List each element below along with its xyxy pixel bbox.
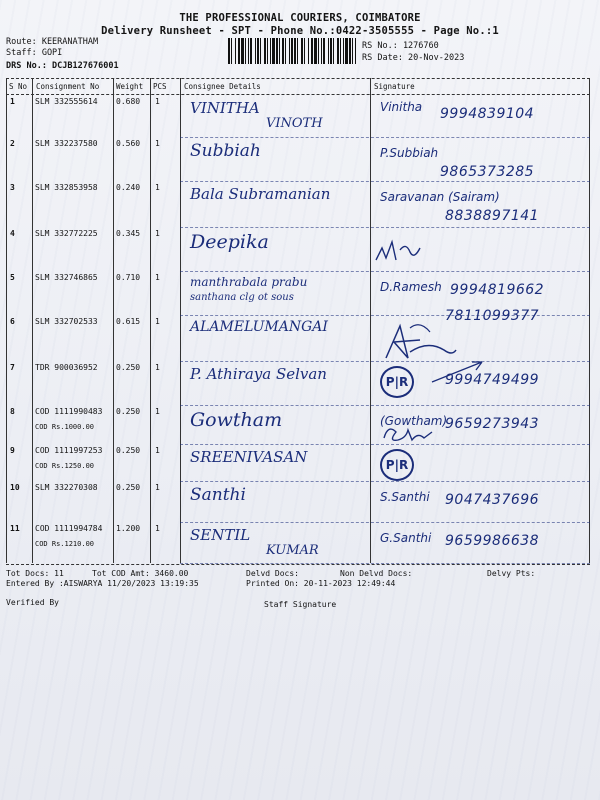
row-consignment-no: COD 1111990483 bbox=[35, 407, 103, 416]
barcode-bar bbox=[260, 38, 261, 64]
staff-label: Staff: GOPI bbox=[6, 48, 63, 58]
column-divider bbox=[150, 78, 151, 563]
column-header-weight: Weight bbox=[116, 82, 144, 91]
row-consignee-name: ALAMELUMANGAI bbox=[190, 319, 328, 335]
row-sno: 7 bbox=[10, 363, 15, 372]
signature-arrow bbox=[430, 356, 490, 386]
row-pcs: 1 bbox=[155, 97, 160, 106]
row-consignee-name: P. Athiraya Selvan bbox=[190, 365, 327, 383]
barcode-bar bbox=[270, 38, 271, 64]
column-header-pcs: PCS bbox=[153, 82, 167, 91]
barcode-bar bbox=[235, 38, 236, 64]
barcode-bar bbox=[345, 38, 348, 64]
barcode-bar bbox=[276, 38, 278, 64]
barcode-bar bbox=[294, 38, 296, 64]
row-consignee-name-2: santhana clg ot sous bbox=[190, 292, 294, 303]
row-weight: 0.345 bbox=[116, 229, 141, 238]
row-divider bbox=[180, 181, 590, 182]
barcode-bar bbox=[250, 38, 252, 64]
barcode-bar bbox=[272, 38, 275, 64]
barcode-bar bbox=[238, 38, 240, 64]
row-signature-name: Vinitha bbox=[380, 100, 423, 114]
barcode-bar bbox=[291, 38, 293, 64]
signature-mark bbox=[380, 418, 440, 448]
row-consignee-name: SENTIL bbox=[190, 526, 251, 544]
row-consignment-no: SLM 332746865 bbox=[35, 273, 98, 282]
delivered-docs: Delvd Docs: bbox=[246, 569, 299, 578]
row-consignment-no: SLM 332237580 bbox=[35, 139, 98, 148]
row-signature-name: S.Santhi bbox=[380, 490, 430, 504]
barcode-bar bbox=[279, 38, 280, 64]
row-consignee-name: Subbiah bbox=[190, 141, 261, 161]
row-consignment-no: TDR 900036952 bbox=[35, 363, 98, 372]
row-cod-amount: COD Rs.1000.00 bbox=[35, 423, 95, 431]
row-consignee-name: manthrabala prabu bbox=[190, 275, 308, 289]
row-sno: 9 bbox=[10, 446, 15, 455]
row-cod-amount: COD Rs.1210.00 bbox=[35, 540, 95, 548]
company-title: THE PROFESSIONAL COURIERS, COIMBATORE bbox=[179, 12, 421, 24]
column-header-signature: Signature bbox=[374, 82, 415, 91]
barcode-bar bbox=[349, 38, 351, 64]
barcode-bar bbox=[264, 38, 266, 64]
row-weight: 0.240 bbox=[116, 183, 141, 192]
column-divider bbox=[113, 78, 114, 563]
barcode-bar bbox=[308, 38, 309, 64]
row-consignee-name-2: KUMAR bbox=[266, 543, 319, 558]
row-weight: 0.680 bbox=[116, 97, 141, 106]
row-divider bbox=[180, 405, 590, 406]
row-pcs: 1 bbox=[155, 363, 160, 372]
row-weight: 0.250 bbox=[116, 407, 141, 416]
barcode-bar bbox=[285, 38, 286, 64]
delivery-points: Delvy Pts: bbox=[487, 569, 536, 578]
row-sno: 10 bbox=[10, 483, 20, 492]
row-signature-name: D.Ramesh bbox=[380, 280, 442, 294]
row-pcs: 1 bbox=[155, 446, 160, 455]
barcode bbox=[228, 38, 356, 64]
row-signature-phone: 9865373285 bbox=[440, 164, 535, 180]
row-consignee-name: Santhi bbox=[190, 485, 246, 505]
row-consignment-no: SLM 332772225 bbox=[35, 229, 98, 238]
delivery-stamp: P|R bbox=[380, 449, 414, 481]
row-pcs: 1 bbox=[155, 139, 160, 148]
printed-on: Printed On: 20-11-2023 12:49:44 bbox=[246, 579, 396, 588]
row-weight: 1.200 bbox=[116, 524, 141, 533]
row-sno: 6 bbox=[10, 317, 15, 326]
barcode-bar bbox=[343, 38, 344, 64]
barcode-bar bbox=[231, 38, 232, 64]
delivery-stamp: P|R bbox=[380, 366, 414, 398]
row-weight: 0.560 bbox=[116, 139, 141, 148]
row-weight: 0.250 bbox=[116, 446, 141, 455]
total-cod-amount: Tot COD Amt: 3460.00 bbox=[92, 569, 189, 578]
row-sno: 4 bbox=[10, 229, 15, 238]
row-pcs: 1 bbox=[155, 183, 160, 192]
row-weight: 0.615 bbox=[116, 317, 141, 326]
barcode-bar bbox=[311, 38, 313, 64]
column-header-sno: S No bbox=[9, 82, 28, 91]
row-consignee-name: Bala Subramanian bbox=[190, 185, 331, 203]
row-weight: 0.250 bbox=[116, 363, 141, 372]
table-border-left bbox=[6, 78, 7, 563]
barcode-bar bbox=[241, 38, 244, 64]
row-divider bbox=[180, 271, 590, 272]
barcode-bar bbox=[337, 38, 339, 64]
row-pcs: 1 bbox=[155, 483, 160, 492]
barcode-bar bbox=[304, 38, 305, 64]
row-signature-phone: 9994839104 bbox=[440, 106, 535, 122]
column-header-consignment: Consignment No bbox=[36, 82, 100, 91]
row-signature-phone: 9994819662 bbox=[450, 282, 545, 298]
row-consignment-no: COD 1111994784 bbox=[35, 524, 103, 533]
row-weight: 0.250 bbox=[116, 483, 141, 492]
row-sno: 3 bbox=[10, 183, 15, 192]
non-delivered-docs: Non Delvd Docs: bbox=[340, 569, 413, 578]
table-border-right bbox=[589, 78, 590, 563]
barcode-bar bbox=[257, 38, 259, 64]
barcode-bar bbox=[301, 38, 303, 64]
barcode-bar bbox=[245, 38, 246, 64]
barcode-bar bbox=[248, 38, 249, 64]
row-signature-name: Saravanan (Sairam) bbox=[380, 190, 500, 204]
column-divider bbox=[180, 78, 181, 563]
row-signature-name: (Gowtham) bbox=[380, 414, 448, 428]
barcode-bar bbox=[352, 38, 353, 64]
row-signature-name: G.Santhi bbox=[380, 531, 432, 545]
row-sno: 8 bbox=[10, 407, 15, 416]
barcode-bar bbox=[297, 38, 298, 64]
row-pcs: 1 bbox=[155, 273, 160, 282]
row-sno: 1 bbox=[10, 97, 15, 106]
barcode-bar bbox=[323, 38, 325, 64]
barcode-bar bbox=[355, 38, 356, 64]
total-docs: Tot Docs: 11 bbox=[6, 569, 64, 578]
row-divider bbox=[180, 227, 590, 228]
barcode-bar bbox=[321, 38, 322, 64]
row-signature-phone: 7811099377 bbox=[445, 308, 540, 324]
barcode-bar bbox=[255, 38, 256, 64]
table-top-line bbox=[6, 78, 590, 79]
barcode-bar bbox=[318, 38, 319, 64]
table-bottom-line bbox=[6, 564, 590, 565]
row-signature-phone: 9047437696 bbox=[445, 492, 540, 508]
row-signature-phone: 9994749499 bbox=[445, 372, 540, 388]
barcode-bar bbox=[282, 38, 284, 64]
entered-by: Entered By :AISWARYA 11/20/2023 13:19:35 bbox=[6, 579, 199, 588]
row-signature-name: P.Subbiah bbox=[380, 146, 439, 160]
row-consignment-no: COD 1111997253 bbox=[35, 446, 103, 455]
column-header-consignee: Consignee Details bbox=[184, 82, 261, 91]
row-consignment-no: SLM 332853958 bbox=[35, 183, 98, 192]
row-signature-phone: 8838897141 bbox=[445, 208, 540, 224]
row-cod-amount: COD Rs.1250.00 bbox=[35, 462, 95, 470]
staff-signature-label: Staff Signature bbox=[264, 600, 337, 609]
row-divider bbox=[180, 522, 590, 523]
row-sno: 5 bbox=[10, 273, 15, 282]
runsheet-title: Delivery Runsheet - SPT - Phone No.:0422-3505555 - Page No.:1 bbox=[101, 25, 499, 37]
rs-number: RS No.: 1276760 bbox=[362, 41, 439, 51]
row-signature-phone: 9659986638 bbox=[445, 533, 540, 549]
rs-date: RS Date: 20-Nov-2023 bbox=[362, 53, 465, 63]
row-weight: 0.710 bbox=[116, 273, 141, 282]
drs-number: DRS No.: DCJB127676001 bbox=[6, 61, 119, 71]
row-sno: 2 bbox=[10, 139, 15, 148]
signature-mark bbox=[372, 230, 422, 270]
row-pcs: 1 bbox=[155, 229, 160, 238]
row-sno: 11 bbox=[10, 524, 20, 533]
barcode-bar bbox=[340, 38, 341, 64]
row-consignment-no: SLM 332270308 bbox=[35, 483, 98, 492]
barcode-bar bbox=[330, 38, 332, 64]
route-label: Route: KEERANATHAM bbox=[6, 37, 99, 47]
row-divider bbox=[180, 137, 590, 138]
row-consignment-no: SLM 332702533 bbox=[35, 317, 98, 326]
verified-by-label: Verified By bbox=[6, 598, 59, 607]
barcode-bar bbox=[228, 38, 230, 64]
row-pcs: 1 bbox=[155, 317, 160, 326]
row-consignee-name: Deepika bbox=[190, 231, 269, 253]
row-pcs: 1 bbox=[155, 524, 160, 533]
row-consignee-name: VINITHA bbox=[190, 99, 260, 117]
row-divider bbox=[180, 481, 590, 482]
row-consignee-name: Gowtham bbox=[190, 409, 283, 431]
table-header-line bbox=[6, 94, 590, 95]
barcode-bar bbox=[333, 38, 334, 64]
row-signature-phone: 9659273943 bbox=[445, 416, 540, 432]
barcode-bar bbox=[289, 38, 290, 64]
barcode-bar bbox=[267, 38, 268, 64]
row-consignment-no: SLM 332555614 bbox=[35, 97, 98, 106]
column-divider bbox=[370, 78, 371, 563]
row-consignee-name-2: VINOTH bbox=[266, 116, 323, 131]
barcode-bar bbox=[328, 38, 329, 64]
row-consignee-name: SREENIVASAN bbox=[190, 448, 308, 466]
barcode-bar bbox=[314, 38, 317, 64]
row-pcs: 1 bbox=[155, 407, 160, 416]
column-divider bbox=[32, 78, 33, 563]
